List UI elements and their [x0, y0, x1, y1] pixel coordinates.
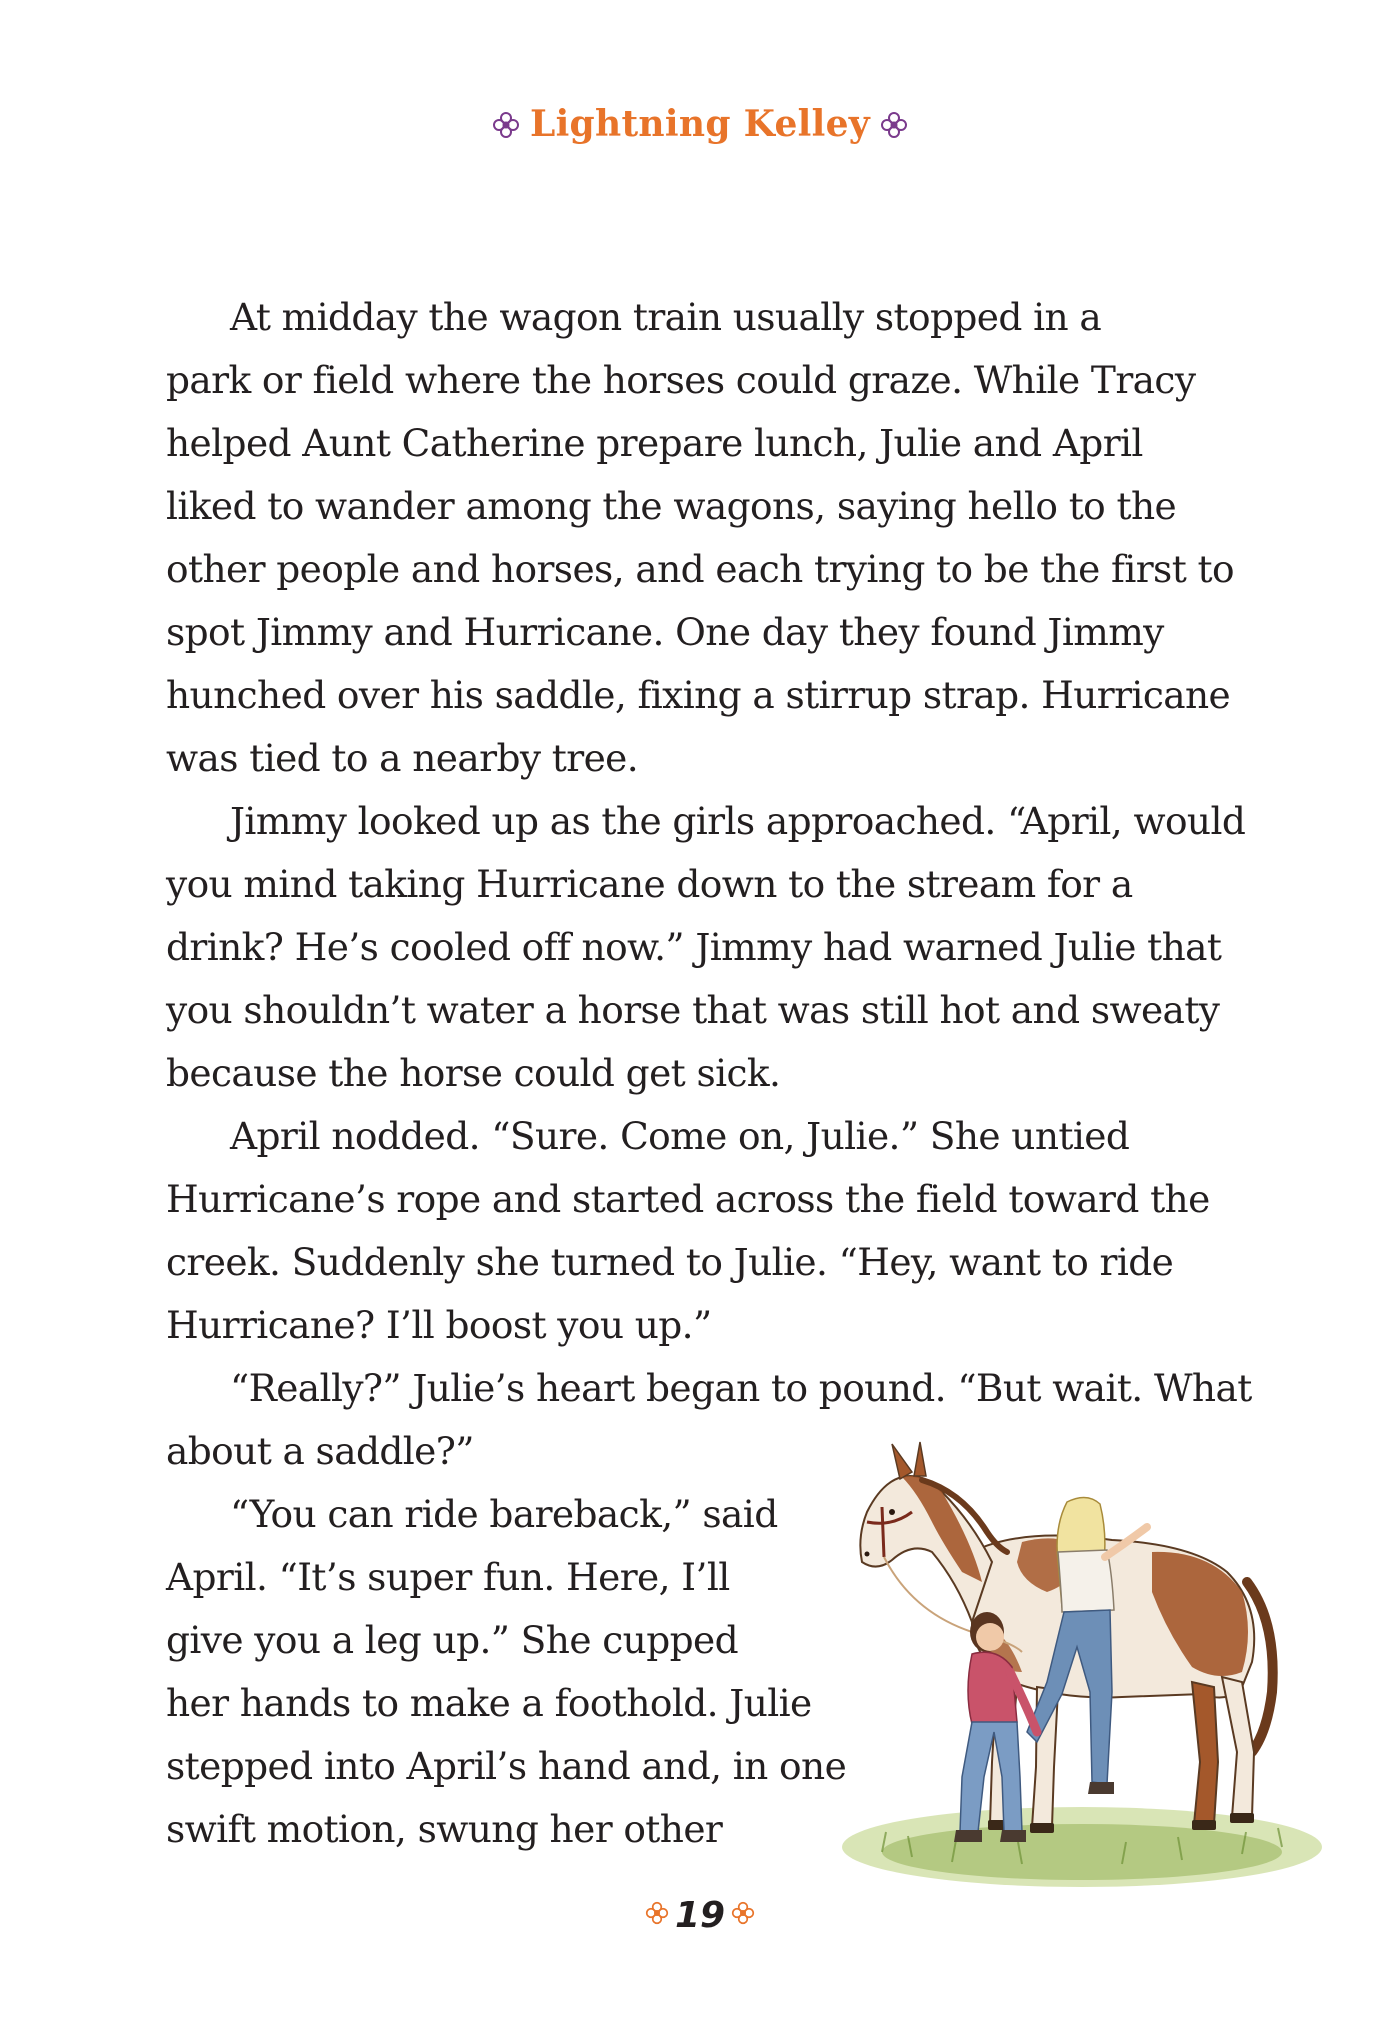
- text-line: was tied to a nearby tree.: [166, 736, 639, 780]
- horse-and-girls-illustration-icon: [822, 1432, 1322, 1892]
- page-number: [0, 1893, 1400, 1936]
- flower-ornament-icon: [880, 111, 908, 139]
- text-line: Hurricane’s rope and started across the field toward the: [166, 1177, 1210, 1221]
- text-line: hunched over his saddle, fixing a stirrup strap. Hurricane: [166, 673, 1231, 717]
- text-line: give you a leg up.” She cupped: [166, 1618, 739, 1662]
- text-line: “Really?” Julie’s heart began to pound. “But wait. What: [230, 1366, 1252, 1410]
- text-line: other people and horses, and each trying to be the first to: [166, 547, 1234, 591]
- text-line: At midday the wagon train usually stopped in a: [230, 295, 1102, 339]
- flower-ornament-icon: [645, 1901, 669, 1925]
- text-line: liked to wander among the wagons, saying hello to the: [166, 484, 1177, 528]
- text-line: helped Aunt Catherine prepare lunch, Julie and April: [166, 421, 1143, 465]
- text-line: Jimmy looked up as the girls approached. “April, would: [230, 799, 1246, 843]
- text-line: her hands to make a foothold. Julie: [166, 1681, 812, 1725]
- text-line: park or field where the horses could graze. While Tracy: [166, 358, 1196, 402]
- text-line: swift motion, swung her other: [166, 1807, 723, 1851]
- page-number-value: 19: [674, 1894, 726, 1936]
- running-header: [0, 103, 1400, 145]
- text-line: about a saddle?”: [166, 1429, 474, 1473]
- text-line: stepped into April’s hand and, in one: [166, 1744, 847, 1788]
- text-line: April. “It’s super fun. Here, I’ll: [166, 1555, 730, 1599]
- flower-ornament-icon: [492, 111, 520, 139]
- text-line: because the horse could get sick.: [166, 1051, 781, 1095]
- text-line: you mind taking Hurricane down to the stream for a: [166, 862, 1133, 906]
- flower-ornament-icon: [731, 1901, 755, 1925]
- book-chapter-title: Lightning Kelley: [529, 103, 871, 145]
- text-line: creek. Suddenly she turned to Julie. “Hey, want to ride: [166, 1240, 1174, 1284]
- text-line: April nodded. “Sure. Come on, Julie.” She untied: [230, 1114, 1130, 1158]
- text-line: “You can ride bareback,” said: [230, 1492, 778, 1536]
- text-line: spot Jimmy and Hurricane. One day they found Jimmy: [166, 610, 1164, 654]
- text-line: drink? He’s cooled off now.” Jimmy had warned Julie that: [166, 925, 1222, 969]
- text-line: you shouldn’t water a horse that was still hot and sweaty: [166, 988, 1220, 1032]
- text-line: Hurricane? I’ll boost you up.”: [166, 1303, 712, 1347]
